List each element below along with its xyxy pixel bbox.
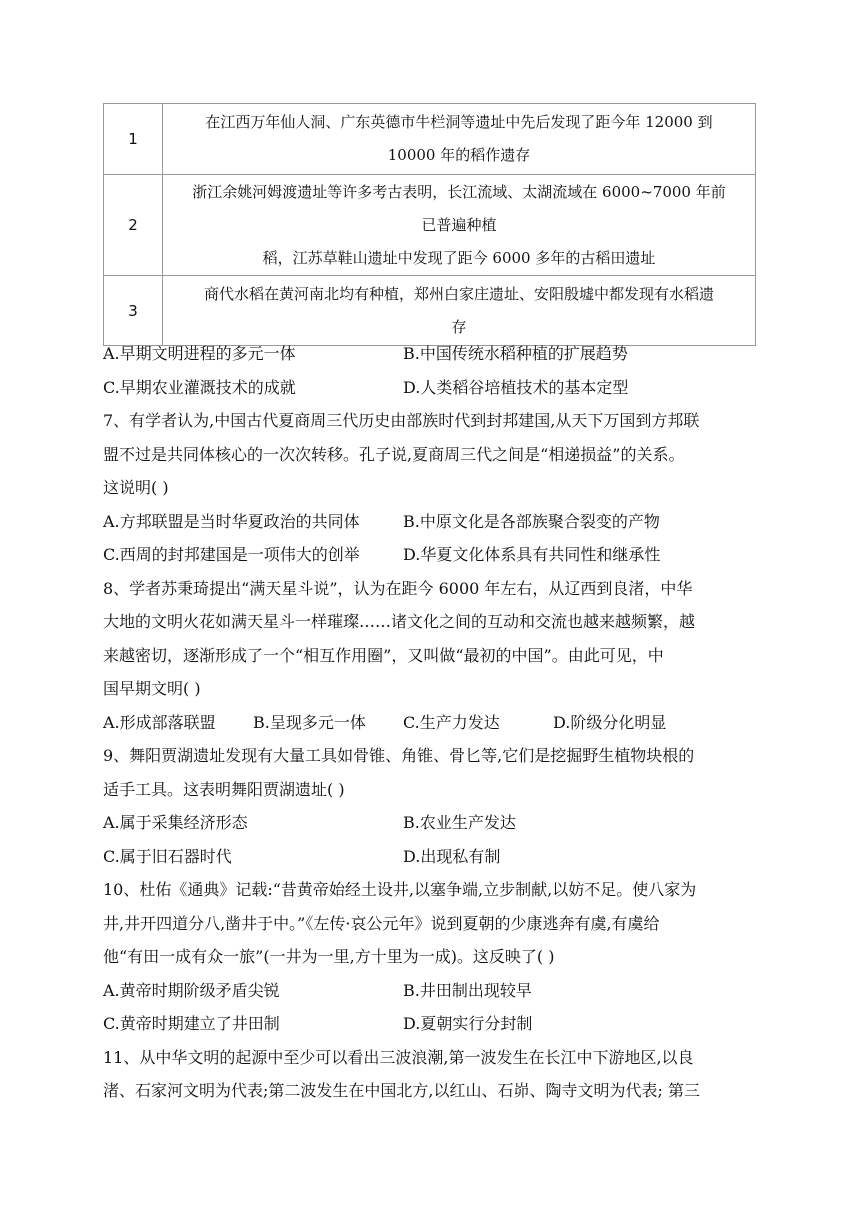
option-d[interactable]: D.阶级分化明显 (553, 712, 667, 732)
row-text (163, 276, 756, 346)
question-7-line: 7、有学者认为,中国古代夏商周三代历史由部族时代到封邦建国,从天下万国到方邦联 (103, 411, 700, 430)
row-text-line: 存 (451, 317, 467, 336)
question-8-line: 来越密切，逐渐形成了一个“相互作用圈”，又叫做“最初的中国”。由此可见，中 (103, 645, 664, 665)
row-number: 2 (104, 175, 163, 276)
option-b[interactable]: B.井田制出现较早 (403, 980, 532, 1000)
evidence-table (103, 103, 756, 346)
row-text (163, 175, 756, 276)
question-9-line: 适手工具。这表明舞阳贾湖遗址( ) (103, 779, 345, 799)
option-row (103, 1007, 758, 1041)
question-7-line: 这说明( ) (103, 478, 169, 497)
question-8-line: 国早期文明( ) (103, 679, 201, 698)
option-row (103, 371, 758, 405)
row-text-line: 10000 年的稻作遗存 (387, 146, 531, 164)
option-row (103, 974, 758, 1008)
question-7-line: 盟不过是共同体核心的一次次转移。孔子说,夏商周三代之间是“相递损益”的关系。 (103, 444, 685, 464)
question-11-line: 11、从中华文明的起源中至少可以看出三波浪潮,第一波发生在长江中下游地区,以良 (103, 1047, 694, 1067)
questions (103, 337, 758, 1108)
option-a[interactable]: A.方邦联盟是当时华夏政治的共同体 (103, 511, 360, 531)
question-9-line: 9、舞阳贾湖遗址发现有大量工具如骨锥、角锥、骨匕等,它们是挖掘野生植物块根的 (103, 746, 695, 765)
row-number: 1 (104, 104, 163, 175)
option-c[interactable]: C.西周的封邦建国是一项伟大的创举 (103, 545, 360, 564)
option-a[interactable]: A.属于采集经济形态 (103, 813, 248, 832)
option-a[interactable]: A.黄帝时期阶级矛盾尖锐 (103, 980, 280, 1000)
row-text-line: 稻，江苏草鞋山遗址中发现了距今 6000 多年的古稻田遗址 (262, 248, 656, 267)
option-d[interactable]: D.夏朝实行分封制 (403, 1014, 533, 1033)
option-row (103, 840, 758, 874)
option-b[interactable]: B.呈现多元一体 (253, 712, 366, 732)
table-row (104, 276, 756, 346)
option-row (103, 538, 758, 572)
option-c[interactable]: C.黄帝时期建立了井田制 (103, 1014, 280, 1033)
question-10-line: 他“有田一成有众一旅”(一井为一里,方十里为一成)。这反映了( ) (103, 947, 555, 966)
option-row (103, 706, 758, 740)
option-c[interactable]: C.生产力发达 (403, 712, 500, 732)
row-text (163, 104, 756, 175)
row-text-line: 在江西万年仙人洞、广东英德市牛栏洞等遗址中先后发现了距今年 12000 到 (205, 113, 713, 131)
option-row (103, 337, 758, 371)
question-10-line: 10、杜佑《通典》记载:“昔黄帝始经土设井,以塞争端,立步制献,以妨不足。使八家为 (103, 880, 697, 899)
option-d[interactable]: D.出现私有制 (403, 846, 501, 866)
question-8-line: 8、学者苏秉琦提出“满天星斗说”，认为在距今 6000 年左右，从辽西到良渚，中华 (103, 578, 693, 598)
option-a[interactable]: A.早期文明进程的多元一体 (103, 344, 296, 363)
option-row (103, 806, 758, 840)
option-d[interactable]: D.华夏文化体系具有共同性和继承性 (403, 545, 661, 564)
option-row (103, 505, 758, 539)
option-d[interactable]: D.人类稻谷培植技术的基本定型 (403, 377, 629, 397)
option-b[interactable]: B.中国传统水稻种植的扩展趋势 (403, 344, 628, 363)
row-text-line: 商代水稻在黄河南北均有种植，郑州白家庄遗址、安阳殷墟中都发现有水稻遗 (203, 284, 714, 303)
table-row (104, 104, 756, 175)
option-b[interactable]: B.农业生产发达 (403, 813, 516, 832)
option-c[interactable]: C.属于旧石器时代 (103, 846, 232, 866)
option-c[interactable]: C.早期农业灌溉技术的成就 (103, 377, 296, 397)
row-text-line: 浙江余姚河姆渡遗址等许多考古表明，长江流域、太湖流域在 6000~7000 年前 (192, 182, 726, 201)
option-a[interactable]: A.形成部落联盟 (103, 712, 216, 732)
question-8-line: 大地的文明火花如满天星斗一样璀璨……诸文化之间的互动和交流也越来越频繁，越 (103, 612, 696, 631)
row-number: 3 (104, 276, 163, 346)
table-row (104, 175, 756, 276)
question-10-line: 井,井开四道分八,凿井于中。”《左传·哀公元年》说到夏朝的少康逃奔有虞,有虞给 (103, 913, 660, 933)
row-text-line: 已普遍种植 (421, 215, 497, 234)
option-b[interactable]: B.中原文化是各部族聚合裂变的产物 (403, 511, 660, 531)
question-11-line: 渚、石家河文明为代表;第二波发生在中国北方,以红山、石峁、陶寺文明为代表; 第三 (103, 1081, 700, 1100)
